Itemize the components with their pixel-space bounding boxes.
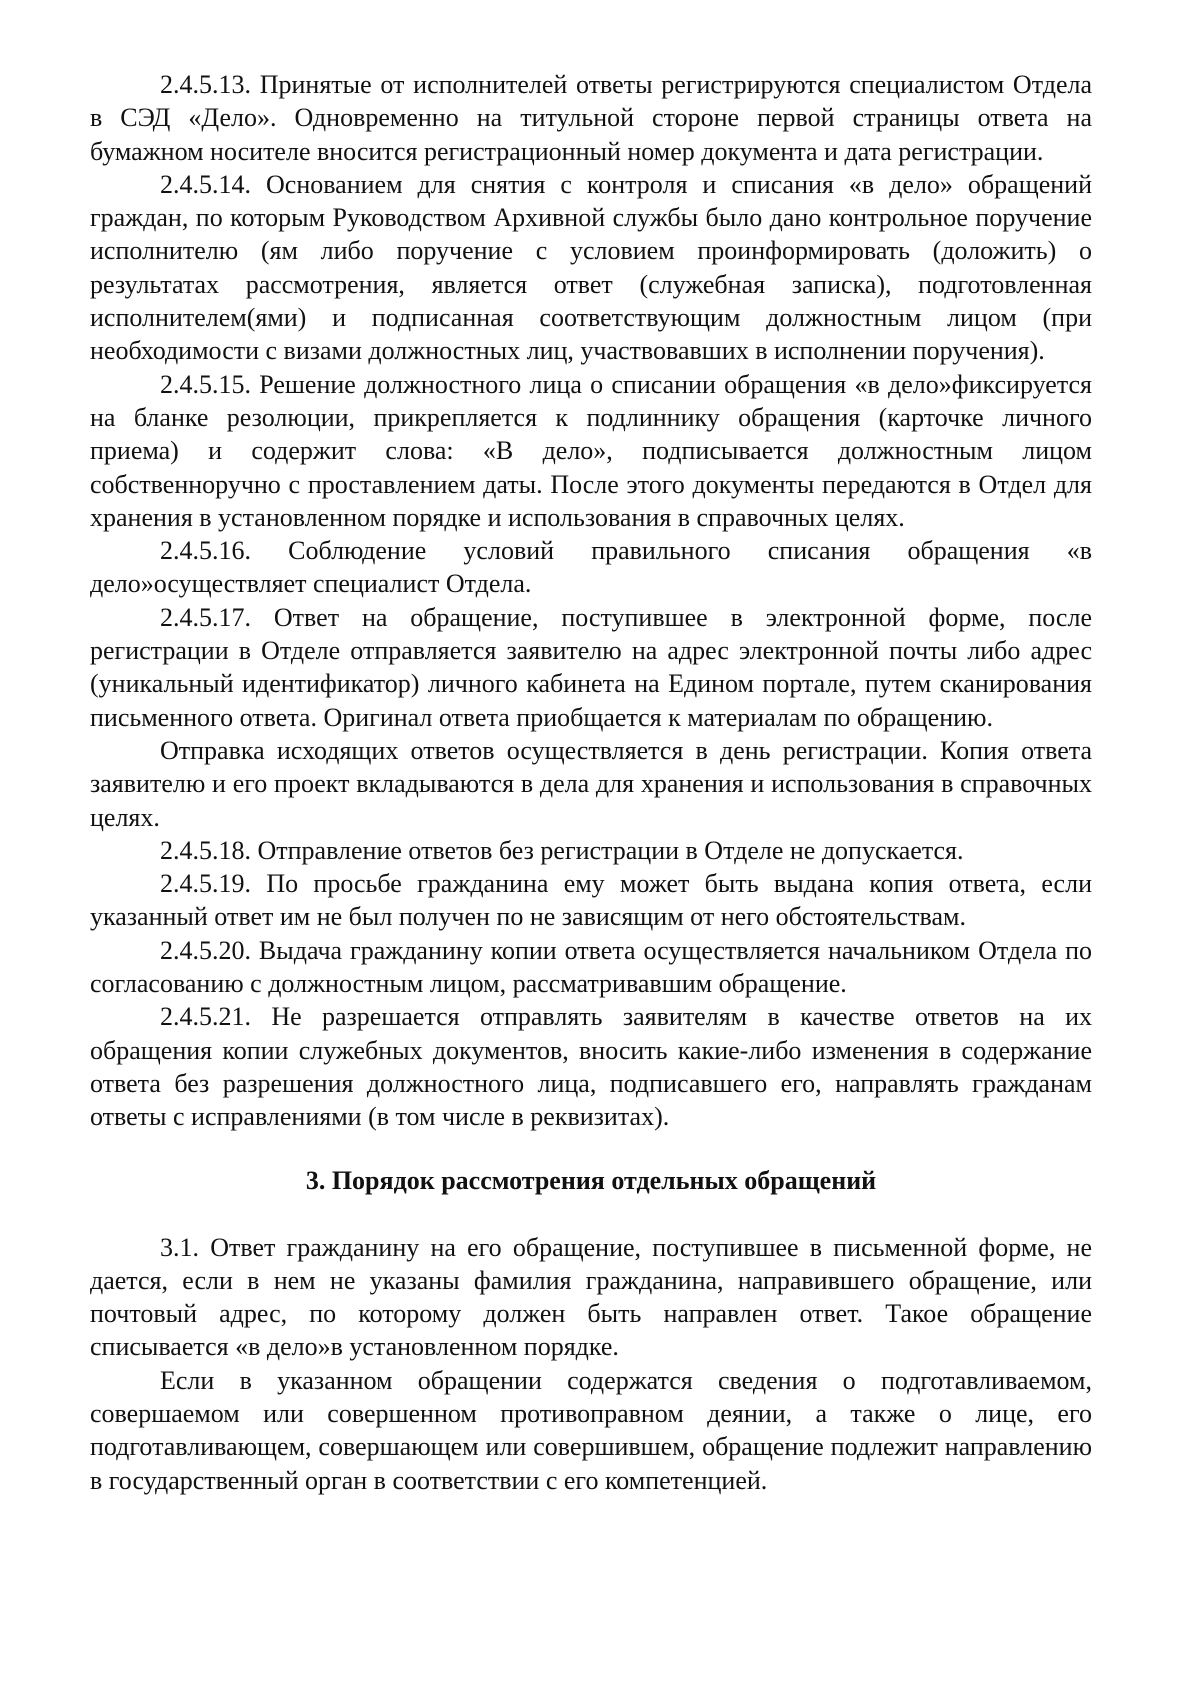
paragraph-2-4-5-16: 2.4.5.16. Соблюдение условий правильного списания обращения «в дело»осуществляет специалист Отдела. [90, 536, 1092, 599]
paragraph-outgoing-replies: Отправка исходящих ответов осуществляется в день регистрации. Копия ответа заявителю и его проект вкладываются в дела для хранения и использования в справочных целях. [90, 735, 1092, 832]
section-heading: 3. Порядок рассмотрения отдельных обращений [305, 1165, 877, 1195]
paragraph-2-4-5-14: 2.4.5.14. Основанием для снятия с контроля и списания «в дело» обращений граждан, по которым Руководством Архивной службы было дано контрольное поручение исполнителю (ям либо поручение с условием проинформировать (доложить) о результатах рассмотрения, является ответ (служебная записка), подготовленная исполнителем(ями) и подписанная соответствующим должностным лицом (при необходимости с визами должностных лиц, участвовавших в исполнении поручения). [90, 169, 1092, 366]
paragraph-3-1: 3.1. Ответ гражданину на его обращение, поступившее в письменной форме, не дается, если в нем не указаны фамилия гражданина, направившего обращение, или почтовый адрес, по которому должен быть направлен ответ. Такое обращение списывается «в дело»в установленном порядке. [90, 1232, 1092, 1362]
paragraph-2-4-5-15: 2.4.5.15. Решение должностного лица о списании обращения «в дело»фиксируется на бланке резолюции, прикрепляется к подлиннику обращения (карточке личного приема) и содержит слова: «В дело», подписывается должностным лицом собственноручно с проставлением даты. После этого документы передаются в Отдел для хранения в установленном порядке и использования в справочных целях. [90, 369, 1092, 532]
paragraph-2-4-5-20: 2.4.5.20. Выдача гражданину копии ответа осуществляется начальником Отдела по согласованию с должностным лицом, рассматривавшим обращение. [90, 935, 1092, 999]
paragraph-2-4-5-17: 2.4.5.17. Ответ на обращение, поступившее в электронной форме, после регистрации в Отделе отправляется заявителю на адрес электронной почты либо адрес (уникальный идентификатор) личного кабинета на Едином портале, путем сканирования письменного ответа. Оригинал ответа приобщается к материалам по обращению. [90, 602, 1092, 732]
paragraph-2-4-5-18: 2.4.5.18. Отправление ответов без регистрации в Отделе не допускается. [160, 835, 964, 865]
paragraph-2-4-5-19: 2.4.5.19. По просьбе гражданина ему может быть выдана копия ответа, если указанный ответ им не был получен по не зависящим от него обстоятельствам. [90, 869, 1092, 932]
paragraph-2-4-5-21: 2.4.5.21. Не разрешается отправлять заявителям в качестве ответов на их обращения копии служебных документов, вносить какие-либо изменения в содержание ответа без разрешения должностного лица, подписавшего его, направлять гражданам ответы с исправлениями (в том числе в реквизитах). [90, 1002, 1092, 1132]
paragraph-2-4-5-13: 2.4.5.13. Принятые от исполнителей ответы регистрируются специалистом Отдела в СЭД «Дело». Одновременно на титульной стороне первой страницы ответа на бумажном носителе вносится регистрационный номер документа и дата регистрации. [90, 70, 1092, 166]
paragraph-unlawful-act: Если в указанном обращении содержатся сведения о подготавливаемом, совершаемом или совершенном противоправном деянии, а также о лице, его подготавливающем, совершающем или совершившем, обращение подлежит направлению в государственный орган в соответствии с его компетенцией. [90, 1365, 1092, 1495]
document-body [90, 68, 1092, 1497]
